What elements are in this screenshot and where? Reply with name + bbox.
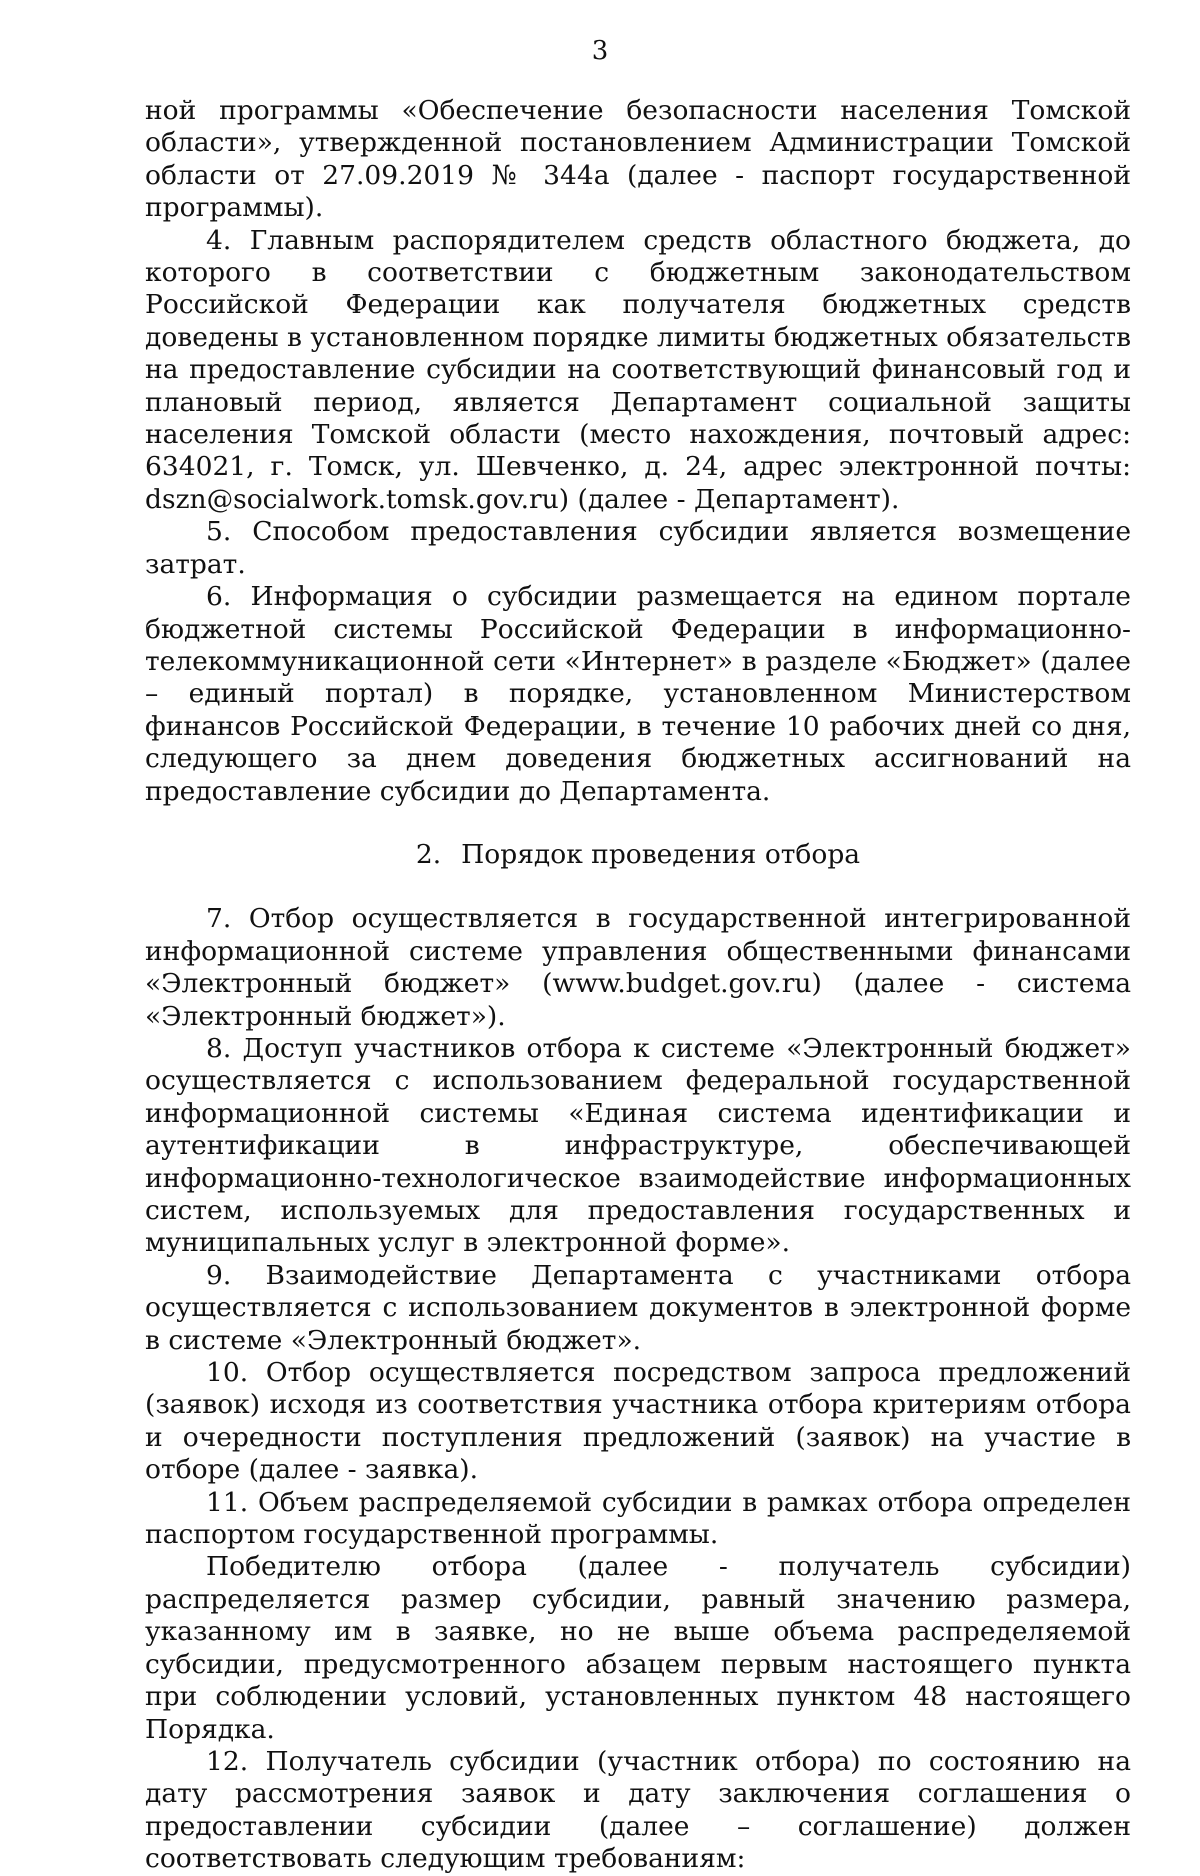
page-number: 3 [591, 36, 609, 66]
section-heading [145, 839, 1131, 871]
paragraph-item-11: 11. Объем распределяемой субсидии в рамках отбора определен паспортом государственной программы. [145, 1486, 1131, 1551]
paragraph-item-12: 12. Получатель субсидии (участник отбора) по состоянию на дату рассмотрения заявок и дату заключения соглашения о предоставлении субсидии (далее – соглашение) должен соответствовать следующим требованиям: [145, 1745, 1131, 1875]
paragraph-item-5: 5. Способом предоставления субсидии является возмещение затрат. [145, 516, 1131, 580]
paragraph-item-6: 6. Информация о субсидии размещается на едином портале бюджетной системы Российской Федерации в информационно-телекоммуникационной сети «Интернет» в разделе «Бюджет» (далее – единый портал) в порядке, установленном Министерством финансов Российской Федерации, в течение 10 рабочих дней со дня, следующего за днем доведения бюджетных ассигнований на предоставление субсидии до Департамента. [145, 581, 1131, 807]
section-title: Порядок проведения отбора [461, 838, 861, 870]
paragraph-item-7: 7. Отбор осуществляется в государственной интегрированной информационной системе управления общественными финансами «Электронный бюджет» (www.budget.gov.ru) (далее - система «Электронный бюджет»). [145, 903, 1131, 1032]
paragraph-item-4: 4. Главным распорядителем средств областного бюджета, до которого в соответствии с бюджетным законодательством Российской Федерации как получателя бюджетных средств доведены в установленном порядке лимиты бюджетных обязательств на предоставление субсидии на соответствующий финансовый год и плановый период, является Департамент социальной защиты населения Томской области (место нахождения, почтовый адрес: 634021, г. Томск, ул. Шевченко, д. 24, адрес электронной почты: dszn@socialwork.tomsk.gov.ru) (далее - Департамент). [145, 224, 1131, 515]
document-body [145, 95, 1131, 1876]
paragraph-item-9: 9. Взаимодействие Департамента с участниками отбора осуществляется с использованием документов в электронной форме в системе «Электронный бюджет». [145, 1259, 1131, 1356]
paragraph-item-10: 10. Отбор осуществляется посредством запроса предложений (заявок) исходя из соответствия участника отбора критериям отбора и очередности поступления предложений (заявок) на участие в отборе (далее - заявка). [145, 1357, 1131, 1486]
paragraph-item-8: 8. Доступ участников отбора к системе «Электронный бюджет» осуществляется с использованием федеральной государственной информационной системы «Единая система идентификации и аутентификации в инфраструктуре, обеспечивающей информационно-технологическое взаимодействие информационных систем, используемых для предоставления государственных и муниципальных услуг в электронной форме». [145, 1032, 1131, 1259]
section-number: 2. [415, 838, 442, 870]
paragraph-program-passport: ной программы «Обеспечение безопасности населения Томской области», утвержденной постановлением Администрации Томской области от 27.09.2019 № 344а (далее - паспорт государственной программы). [145, 95, 1131, 224]
paragraph-item-11-winner: Победителю отбора (далее - получатель субсидии) распределяется размер субсидии, равный значению размера, указанному им в заявке, но не выше объема распределяемой субсидии, предусмотренного абзацем первым настоящего пункта при соблюдении условий, установленных пунктом 48 настоящего Порядка. [145, 1551, 1131, 1745]
